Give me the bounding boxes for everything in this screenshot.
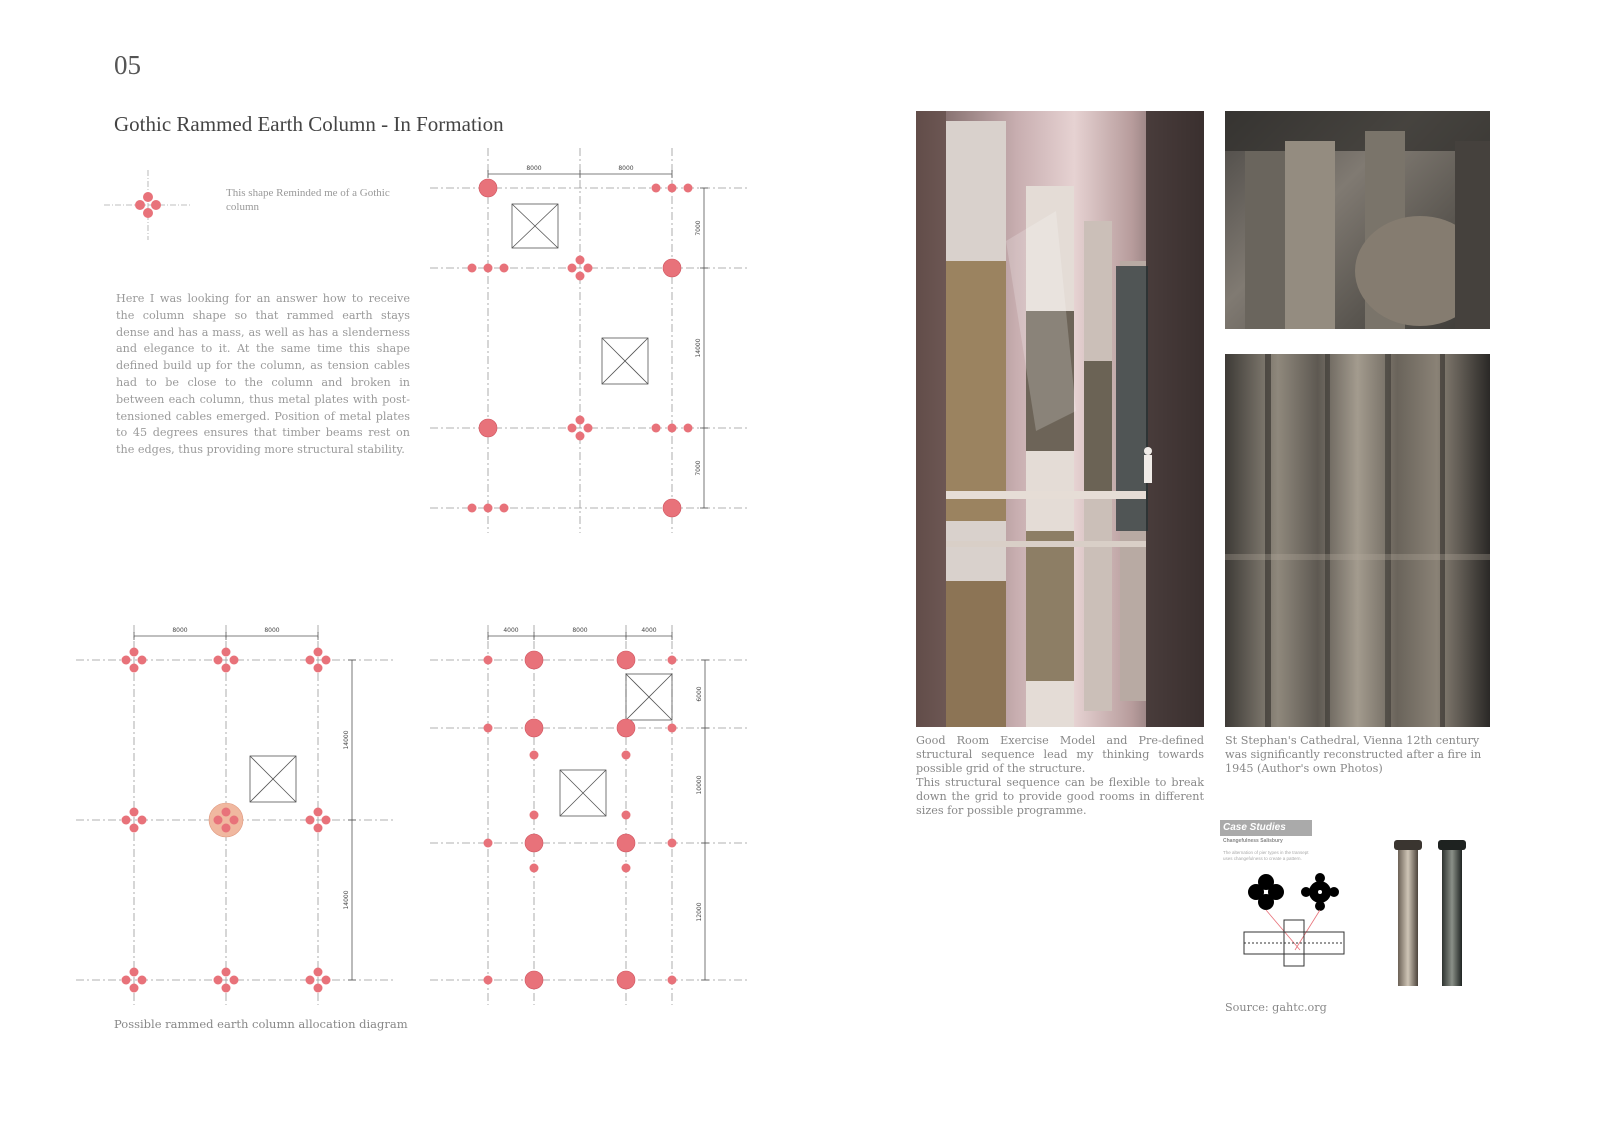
column-lobe — [314, 648, 323, 657]
column-lobe — [214, 816, 223, 825]
column-lobe — [122, 976, 131, 985]
allocation-diagram-caption: Possible rammed earth column allocation diagram — [114, 1017, 408, 1031]
column-lobe — [222, 824, 231, 833]
column-lobe — [230, 976, 239, 985]
column-lobe — [122, 816, 131, 825]
shape-note: This shape Reminded me of a Gothic column — [226, 187, 390, 213]
column-lobe — [314, 664, 323, 673]
dim-side-1: 14000 — [343, 730, 350, 750]
column-lobe — [314, 984, 323, 993]
cathedral-base-illustration — [1225, 111, 1490, 329]
case-study-column-photos — [1390, 836, 1480, 988]
column-lobe — [214, 656, 223, 665]
column-lobe — [130, 648, 139, 657]
model-photo — [916, 111, 1204, 727]
column-lobe — [130, 824, 139, 833]
case-study-plan-diagram — [1240, 870, 1360, 970]
column-lobe — [122, 656, 131, 665]
column-lobe — [314, 968, 323, 977]
column-lobe — [130, 984, 139, 993]
model-photo-illustration — [916, 111, 1204, 727]
structural-plan-bottom-right — [430, 620, 760, 1010]
case-study-text: The alternation of pier types in the transept uses changefulness to create a pattern. — [1223, 850, 1309, 861]
page-title: Gothic Rammed Earth Column - In Formation — [114, 112, 504, 136]
dim-side-2: 10000 — [696, 775, 703, 795]
dim-top-1: 8000 — [172, 627, 188, 634]
dim-top-2: 8000 — [618, 165, 634, 172]
dim-side-2: 14000 — [695, 338, 702, 358]
column-lobe — [306, 656, 315, 665]
cathedral-photo-base — [1225, 111, 1490, 329]
dim-side-2: 14000 — [343, 890, 350, 910]
column-lobe — [230, 816, 239, 825]
dim-top-2: 8000 — [264, 627, 280, 634]
column-lobe — [138, 816, 147, 825]
cathedral-pillars-illustration — [1225, 354, 1490, 727]
dim-top-3: 4000 — [641, 627, 657, 634]
cathedral-caption: St Stephan's Cathedral, Vienna 12th century was significantly reconstructed after a fire in 1945 (Author's own Photos) — [1225, 734, 1482, 775]
dim-top-1: 8000 — [526, 165, 542, 172]
column-lobe — [222, 664, 231, 673]
column-lobe — [222, 984, 231, 993]
dim-side-1: 7000 — [695, 220, 702, 236]
column-lobe — [306, 976, 315, 985]
column-lobe — [322, 656, 331, 665]
source-credit: Source: gahtc.org — [1225, 1001, 1327, 1014]
column-lobe — [138, 656, 147, 665]
column-lobe — [306, 816, 315, 825]
case-study-subheader: Changefulness Salisbury — [1223, 838, 1283, 844]
cathedral-photo-pillars — [1225, 354, 1490, 727]
model-caption: Good Room Exercise Model and Pre-defined structural sequence lead my thinking towards possible grid of the structure. This structural sequence can be flexible to break down the grid to provide good rooms in different sizes for possible programme. — [916, 734, 1204, 817]
column-lobe — [130, 664, 139, 673]
dim-side-1: 6000 — [696, 686, 703, 702]
dim-top-2: 8000 — [572, 627, 588, 634]
column-lobe — [222, 968, 231, 977]
description-text: Here I was looking for an answer how to receive the column shape so that rammed earth stays dense and has a mass, as well as has a slenderness and elegance to it. At the same time this shape defined build up for the column, as tension cables had to be close to the column and broken in between each column, thus metal plates with post-tensioned cables emerged. Position of metal plates to 45 degrees ensures that timber beams rest on the edges, thus providing more structural stability. — [116, 292, 410, 457]
column-lobe — [314, 808, 323, 817]
column-lobe — [314, 824, 323, 833]
column-lobe — [322, 976, 331, 985]
column-lobe — [322, 816, 331, 825]
gothic-column-symbol — [100, 170, 200, 240]
column-lobe — [222, 808, 231, 817]
structural-plan-top — [430, 148, 760, 538]
page-number: 05 — [114, 50, 141, 80]
structural-plan-bottom-left — [76, 620, 406, 1010]
column-lobe — [130, 968, 139, 977]
column-lobe — [138, 976, 147, 985]
column-lobe — [222, 648, 231, 657]
dim-side-3: 12000 — [696, 902, 703, 922]
dim-side-3: 7000 — [695, 460, 702, 476]
dim-top-1: 4000 — [503, 627, 519, 634]
column-lobe — [230, 656, 239, 665]
column-lobe — [130, 808, 139, 817]
column-lobe — [214, 976, 223, 985]
case-study-header: Case Studies — [1220, 820, 1312, 836]
